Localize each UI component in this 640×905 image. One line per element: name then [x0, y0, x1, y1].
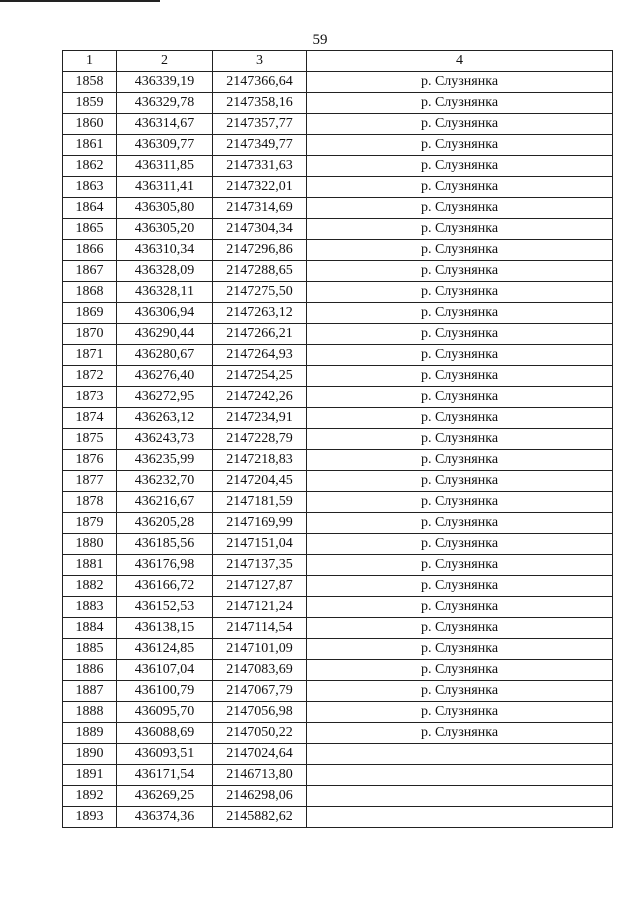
y-coordinate-cell: 2147304,34	[213, 219, 307, 240]
x-coordinate-cell: 436329,78	[117, 93, 213, 114]
location-name-cell: р. Слузнянка	[307, 513, 613, 534]
x-coordinate-cell: 436088,69	[117, 723, 213, 744]
point-number-cell: 1874	[63, 408, 117, 429]
table-row	[63, 618, 613, 639]
point-number-cell: 1884	[63, 618, 117, 639]
location-name-cell	[307, 786, 613, 807]
point-number-cell: 1877	[63, 471, 117, 492]
table-row	[63, 744, 613, 765]
x-coordinate-cell: 436152,53	[117, 597, 213, 618]
column-header: 2	[117, 51, 213, 72]
y-coordinate-cell: 2147137,35	[213, 555, 307, 576]
location-name-cell: р. Слузнянка	[307, 723, 613, 744]
point-number-cell: 1885	[63, 639, 117, 660]
location-name-cell: р. Слузнянка	[307, 492, 613, 513]
table-row	[63, 387, 613, 408]
x-coordinate-cell: 436100,79	[117, 681, 213, 702]
x-coordinate-cell: 436290,44	[117, 324, 213, 345]
table-row	[63, 786, 613, 807]
location-name-cell: р. Слузнянка	[307, 114, 613, 135]
location-name-cell: р. Слузнянка	[307, 303, 613, 324]
x-coordinate-cell: 436243,73	[117, 429, 213, 450]
table-body	[63, 72, 613, 828]
point-number-cell: 1893	[63, 807, 117, 828]
y-coordinate-cell: 2147357,77	[213, 114, 307, 135]
location-name-cell	[307, 807, 613, 828]
x-coordinate-cell: 436166,72	[117, 576, 213, 597]
x-coordinate-cell: 436263,12	[117, 408, 213, 429]
y-coordinate-cell: 2147349,77	[213, 135, 307, 156]
point-number-cell: 1861	[63, 135, 117, 156]
point-number-cell: 1888	[63, 702, 117, 723]
table-row	[63, 408, 613, 429]
y-coordinate-cell: 2147275,50	[213, 282, 307, 303]
y-coordinate-cell: 2147127,87	[213, 576, 307, 597]
y-coordinate-cell: 2146298,06	[213, 786, 307, 807]
x-coordinate-cell: 436171,54	[117, 765, 213, 786]
point-number-cell: 1883	[63, 597, 117, 618]
table-row	[63, 198, 613, 219]
location-name-cell	[307, 765, 613, 786]
table-row	[63, 513, 613, 534]
x-coordinate-cell: 436280,67	[117, 345, 213, 366]
x-coordinate-cell: 436235,99	[117, 450, 213, 471]
column-header: 3	[213, 51, 307, 72]
table-row	[63, 576, 613, 597]
page-number: 59	[312, 32, 328, 48]
point-number-cell: 1864	[63, 198, 117, 219]
table-row	[63, 93, 613, 114]
x-coordinate-cell: 436272,95	[117, 387, 213, 408]
location-name-cell: р. Слузнянка	[307, 135, 613, 156]
x-coordinate-cell: 436306,94	[117, 303, 213, 324]
y-coordinate-cell: 2147228,79	[213, 429, 307, 450]
y-coordinate-cell: 2145882,62	[213, 807, 307, 828]
point-number-cell: 1880	[63, 534, 117, 555]
point-number-cell: 1889	[63, 723, 117, 744]
point-number-cell: 1858	[63, 72, 117, 93]
table-row	[63, 492, 613, 513]
y-coordinate-cell: 2147121,24	[213, 597, 307, 618]
table-row	[63, 702, 613, 723]
table-row	[63, 471, 613, 492]
x-coordinate-cell: 436311,85	[117, 156, 213, 177]
x-coordinate-cell: 436095,70	[117, 702, 213, 723]
y-coordinate-cell: 2147024,64	[213, 744, 307, 765]
y-coordinate-cell: 2147083,69	[213, 660, 307, 681]
x-coordinate-cell: 436339,19	[117, 72, 213, 93]
location-name-cell: р. Слузнянка	[307, 72, 613, 93]
point-number-cell: 1868	[63, 282, 117, 303]
point-number-cell: 1887	[63, 681, 117, 702]
y-coordinate-cell: 2147288,65	[213, 261, 307, 282]
point-number-cell: 1866	[63, 240, 117, 261]
location-name-cell: р. Слузнянка	[307, 156, 613, 177]
x-coordinate-cell: 436305,20	[117, 219, 213, 240]
table-row	[63, 261, 613, 282]
location-name-cell: р. Слузнянка	[307, 387, 613, 408]
y-coordinate-cell: 2147114,54	[213, 618, 307, 639]
y-coordinate-cell: 2147266,21	[213, 324, 307, 345]
x-coordinate-cell: 436205,28	[117, 513, 213, 534]
location-name-cell: р. Слузнянка	[307, 408, 613, 429]
x-coordinate-cell: 436309,77	[117, 135, 213, 156]
location-name-cell: р. Слузнянка	[307, 219, 613, 240]
point-number-cell: 1873	[63, 387, 117, 408]
point-number-cell: 1892	[63, 786, 117, 807]
table-row	[63, 177, 613, 198]
table-row	[63, 72, 613, 93]
table-row	[63, 555, 613, 576]
location-name-cell: р. Слузнянка	[307, 534, 613, 555]
table-header-row	[63, 51, 613, 72]
y-coordinate-cell: 2147263,12	[213, 303, 307, 324]
table-row	[63, 345, 613, 366]
location-name-cell: р. Слузнянка	[307, 240, 613, 261]
table-row	[63, 681, 613, 702]
x-coordinate-cell: 436269,25	[117, 786, 213, 807]
x-coordinate-cell: 436124,85	[117, 639, 213, 660]
table-row	[63, 303, 613, 324]
y-coordinate-cell: 2147366,64	[213, 72, 307, 93]
table-row	[63, 723, 613, 744]
location-name-cell: р. Слузнянка	[307, 660, 613, 681]
x-coordinate-cell: 436310,34	[117, 240, 213, 261]
y-coordinate-cell: 2147234,91	[213, 408, 307, 429]
y-coordinate-cell: 2147254,25	[213, 366, 307, 387]
table-row	[63, 429, 613, 450]
x-coordinate-cell: 436328,11	[117, 282, 213, 303]
x-coordinate-cell: 436216,67	[117, 492, 213, 513]
location-name-cell: р. Слузнянка	[307, 576, 613, 597]
table-row	[63, 324, 613, 345]
x-coordinate-cell: 436138,15	[117, 618, 213, 639]
table-row	[63, 765, 613, 786]
location-name-cell: р. Слузнянка	[307, 345, 613, 366]
point-number-cell: 1891	[63, 765, 117, 786]
point-number-cell: 1871	[63, 345, 117, 366]
y-coordinate-cell: 2147101,09	[213, 639, 307, 660]
table-row	[63, 240, 613, 261]
table-row	[63, 135, 613, 156]
point-number-cell: 1862	[63, 156, 117, 177]
column-header: 4	[307, 51, 613, 72]
y-coordinate-cell: 2147050,22	[213, 723, 307, 744]
x-coordinate-cell: 436107,04	[117, 660, 213, 681]
x-coordinate-cell: 436276,40	[117, 366, 213, 387]
location-name-cell	[307, 744, 613, 765]
location-name-cell: р. Слузнянка	[307, 93, 613, 114]
y-coordinate-cell: 2147264,93	[213, 345, 307, 366]
column-header: 1	[63, 51, 117, 72]
y-coordinate-cell: 2147169,99	[213, 513, 307, 534]
table-row	[63, 450, 613, 471]
x-coordinate-cell: 436314,67	[117, 114, 213, 135]
x-coordinate-cell: 436374,36	[117, 807, 213, 828]
y-coordinate-cell: 2147181,59	[213, 492, 307, 513]
table-row	[63, 660, 613, 681]
point-number-cell: 1879	[63, 513, 117, 534]
point-number-cell: 1872	[63, 366, 117, 387]
location-name-cell: р. Слузнянка	[307, 471, 613, 492]
y-coordinate-cell: 2147151,04	[213, 534, 307, 555]
table-row	[63, 114, 613, 135]
y-coordinate-cell: 2147067,79	[213, 681, 307, 702]
point-number-cell: 1870	[63, 324, 117, 345]
y-coordinate-cell: 2147204,45	[213, 471, 307, 492]
coordinates-table	[62, 50, 613, 828]
point-number-cell: 1875	[63, 429, 117, 450]
table-row	[63, 282, 613, 303]
location-name-cell: р. Слузнянка	[307, 366, 613, 387]
point-number-cell: 1890	[63, 744, 117, 765]
point-number-cell: 1859	[63, 93, 117, 114]
x-coordinate-cell: 436328,09	[117, 261, 213, 282]
scan-edge-line	[0, 0, 160, 2]
x-coordinate-cell: 436093,51	[117, 744, 213, 765]
location-name-cell: р. Слузнянка	[307, 681, 613, 702]
location-name-cell: р. Слузнянка	[307, 450, 613, 471]
x-coordinate-cell: 436305,80	[117, 198, 213, 219]
y-coordinate-cell: 2147296,86	[213, 240, 307, 261]
location-name-cell: р. Слузнянка	[307, 282, 613, 303]
location-name-cell: р. Слузнянка	[307, 702, 613, 723]
table-row	[63, 534, 613, 555]
x-coordinate-cell: 436232,70	[117, 471, 213, 492]
x-coordinate-cell: 436311,41	[117, 177, 213, 198]
y-coordinate-cell: 2147358,16	[213, 93, 307, 114]
point-number-cell: 1876	[63, 450, 117, 471]
table-row	[63, 639, 613, 660]
y-coordinate-cell: 2147242,26	[213, 387, 307, 408]
y-coordinate-cell: 2147322,01	[213, 177, 307, 198]
y-coordinate-cell: 2146713,80	[213, 765, 307, 786]
point-number-cell: 1869	[63, 303, 117, 324]
point-number-cell: 1882	[63, 576, 117, 597]
table-row	[63, 807, 613, 828]
location-name-cell: р. Слузнянка	[307, 639, 613, 660]
location-name-cell: р. Слузнянка	[307, 324, 613, 345]
point-number-cell: 1863	[63, 177, 117, 198]
location-name-cell: р. Слузнянка	[307, 261, 613, 282]
table-row	[63, 219, 613, 240]
table-row	[63, 366, 613, 387]
location-name-cell: р. Слузнянка	[307, 618, 613, 639]
location-name-cell: р. Слузнянка	[307, 198, 613, 219]
x-coordinate-cell: 436176,98	[117, 555, 213, 576]
point-number-cell: 1860	[63, 114, 117, 135]
point-number-cell: 1881	[63, 555, 117, 576]
location-name-cell: р. Слузнянка	[307, 597, 613, 618]
point-number-cell: 1865	[63, 219, 117, 240]
y-coordinate-cell: 2147331,63	[213, 156, 307, 177]
y-coordinate-cell: 2147314,69	[213, 198, 307, 219]
point-number-cell: 1886	[63, 660, 117, 681]
x-coordinate-cell: 436185,56	[117, 534, 213, 555]
table-row	[63, 597, 613, 618]
location-name-cell: р. Слузнянка	[307, 177, 613, 198]
location-name-cell: р. Слузнянка	[307, 429, 613, 450]
location-name-cell: р. Слузнянка	[307, 555, 613, 576]
y-coordinate-cell: 2147056,98	[213, 702, 307, 723]
table-row	[63, 156, 613, 177]
point-number-cell: 1867	[63, 261, 117, 282]
y-coordinate-cell: 2147218,83	[213, 450, 307, 471]
point-number-cell: 1878	[63, 492, 117, 513]
